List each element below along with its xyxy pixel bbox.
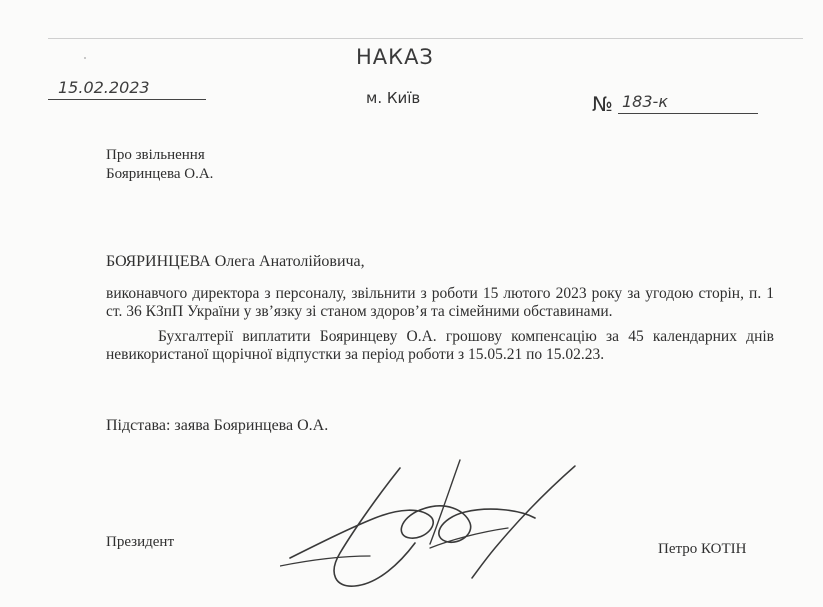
number-sign: №: [592, 92, 613, 116]
number-underline: [618, 113, 758, 114]
order-body: [106, 285, 774, 364]
signatory-position: Президент: [106, 534, 174, 550]
signer-name: Петро КОТІН: [658, 541, 747, 557]
order-paragraph-2: Бухгалтерії виплатити Бояринцеву О.А. грошову компенсацію за 45 календарних днів невикористаної щорічної відпустки за період роботи з 15.05.21 по 15.02.23.: [106, 328, 774, 363]
subject-line-1: Про звільнення: [106, 147, 205, 163]
handwritten-order-number: 183-к: [622, 92, 668, 111]
employee-name: БОЯРИНЦЕВА Олега Анатолійовича,: [106, 253, 365, 270]
order-paragraph-1: виконавчого директора з персоналу, звільнити з роботи 15 лютого 2023 року за угодою сторін, п. 1 ст. 36 КЗпП України у зв’язку зі станом здоров’я та сімейними обставинами.: [106, 285, 774, 320]
handwritten-date: 15.02.2023: [58, 78, 150, 97]
date-underline: [48, 99, 206, 100]
document-title: НАКАЗ: [356, 45, 434, 69]
top-rule: [48, 38, 803, 39]
handwritten-signature: [280, 448, 600, 607]
scan-speck: [84, 57, 86, 59]
subject-block: [106, 146, 213, 184]
basis-line: Підстава: заява Бояринцева О.А.: [106, 417, 329, 434]
document-city: м. Київ: [366, 89, 421, 107]
subject-line-2: Бояринцева О.А.: [106, 166, 214, 182]
